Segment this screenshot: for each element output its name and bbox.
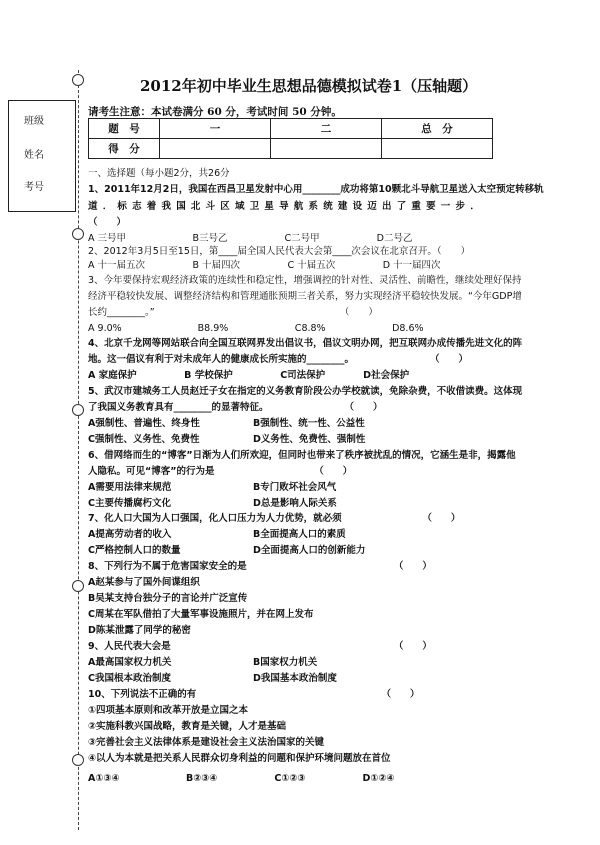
statement: ②实施科教兴国战略，教育是关键，人才是基础 <box>88 721 287 732</box>
answer-option: C强制性、义务性、免费性 <box>88 434 200 445</box>
answer-option: C我国根本政治制度 <box>88 673 171 684</box>
answer-option: A提高劳动者的收入 <box>88 529 172 540</box>
answer-options: A 9.0% B8.9% C8.8% D8.6% <box>88 323 424 334</box>
answer-option: B专门败坏社会风气 <box>253 482 337 493</box>
exam-notice: 请考生注意：本试卷满分 60 分，考试时间 50 分钟。 <box>88 106 342 118</box>
score-cell[interactable] <box>382 139 493 159</box>
answer-options: A 三号甲 B三号乙 C二号甲 D二号乙 <box>88 233 413 244</box>
answer-option: A最高国家权力机关 <box>88 657 172 668</box>
section-heading: 一、选择题（每小题2分，共26分 <box>88 168 230 179</box>
answer-option: C周某在军队借拍了大量军事设施照片，并在网上发布 <box>88 609 314 620</box>
answer-option: B强制性、统一性、公益性 <box>253 418 365 429</box>
question-text: 7、化人口大国为人口强国，化人口压力为人力优势，就必须 （ ） <box>88 513 461 524</box>
class-label: 班级 <box>24 116 44 127</box>
answer-option: B国家权力机关 <box>253 657 318 668</box>
answer-option: D总是影响人际关系 <box>253 498 337 509</box>
question-text: 1、2011年12月2日，我国在西昌卫星发射中心用________成功将第10颗北斗导航卫星送入太空预定转移轨 <box>88 184 544 195</box>
binding-hole <box>72 228 84 240</box>
statement: ①四项基本原则和改革开放是立国之本 <box>88 705 249 716</box>
student-id-label: 考号 <box>24 182 44 193</box>
question-text: （ ） <box>88 217 127 228</box>
name-label: 姓名 <box>24 150 44 161</box>
answer-option: B全面提高人口的素质 <box>253 529 346 540</box>
score-cell[interactable] <box>160 139 271 159</box>
statement: ③完善社会主义法律体系是建设社会主义法治国家的关键 <box>88 737 325 748</box>
answer-option: C严格控制人口的数量 <box>88 545 181 556</box>
question-text: 6、借网络而生的“博客”日渐为人们所欢迎，但同时也带来了秩序被扰乱的情况，它涵生是非，揭露他 <box>88 450 516 461</box>
answer-option: A需要用法律来规范 <box>88 482 172 493</box>
question-text: 2、2012年3月5日至15日，第____届全国人民代表大会第____次会议在北京召开。（ ） <box>88 246 471 257</box>
question-text: 地。这一倡议有利于对未成年人的健康成长所实施的________。 （ ） <box>88 354 469 365</box>
binding-hole <box>72 74 84 86</box>
binding-hole <box>72 754 84 766</box>
answer-option: A赵某参与了国外间谍组织 <box>88 577 200 588</box>
score-table-header: 总 分 <box>382 119 493 139</box>
question-text: 人隐私。可见“博客”的行为是 （ ） <box>88 466 353 477</box>
answer-options: A 家庭保护 B 学校保护 C司法保护 D社会保护 <box>88 370 410 381</box>
answer-options: A①③④ B②③④ C①②③ D①②④ <box>88 773 395 784</box>
question-text: 长约________。” （ ） <box>88 307 378 318</box>
score-table-header: 二 <box>271 119 382 139</box>
question-text: 4、北京千龙网等网站联合向全国互联网界发出倡议书，倡议文明办网，把互联网办成传播先进文化的阵 <box>88 338 523 349</box>
binding-hole <box>72 580 84 592</box>
question-text: 5、武汉市建城务工人员赵迁子女在指定的义务教育阶段公办学校就读，免除杂费，不收借读费。这体现 <box>88 386 523 397</box>
answer-option: D全面提高人口的创新能力 <box>253 545 366 556</box>
question-text: 道．标志着我国北斗区域卫星导航系统建设迈出了重要一步． <box>88 201 485 212</box>
binding-hole <box>72 404 84 416</box>
score-table-header: 题 号 <box>89 119 160 139</box>
binding-dashed-line <box>78 70 79 830</box>
question-text: 经济平稳较快发展、调整经济结构和管理通胀预期三者关系，努力实现经济平稳较快发展。“今年GDP增 <box>88 291 522 302</box>
answer-option: B吴某支持台独分子的言论并广泛宣传 <box>88 593 248 604</box>
score-table-header: 一 <box>160 119 271 139</box>
answer-option: D我国基本政治制度 <box>253 673 337 684</box>
answer-option: A强制性、普遍性、终身性 <box>88 418 200 429</box>
statement: ④以人为本就是把关系人民群众切身利益的问题和保护环境问题放在首位 <box>88 753 391 764</box>
score-cell[interactable] <box>271 139 382 159</box>
question-text: 3、今年要保持宏观经济政策的连续性和稳定性，增强调控的针对性、灵活性、前瞻性，继续处理好保持 <box>88 275 522 286</box>
question-text: 9、人民代表大会是 （ ） <box>88 641 432 652</box>
page-title: 2012年初中毕业生思想品德模拟试卷1（压轴题） <box>140 77 478 95</box>
answer-option: C主要传播腐朽文化 <box>88 498 171 509</box>
answer-option: D义务性、免费性、强制性 <box>253 434 366 445</box>
score-table-header: 得 分 <box>89 139 160 159</box>
question-text: 10、下列说法不正确的有 （ ） <box>88 689 420 700</box>
question-text: 8、下列行为不属于危害国家安全的是 （ ） <box>88 561 432 572</box>
question-text: 了我国义务教育具有________的显著特征。 （ ） <box>88 402 383 413</box>
answer-options: A 十一届五次 B 十届四次 C 十届五次 D 十一届四次 <box>88 260 441 271</box>
score-table <box>88 118 493 159</box>
answer-option: D陈某泄露了同学的秘密 <box>88 625 191 636</box>
